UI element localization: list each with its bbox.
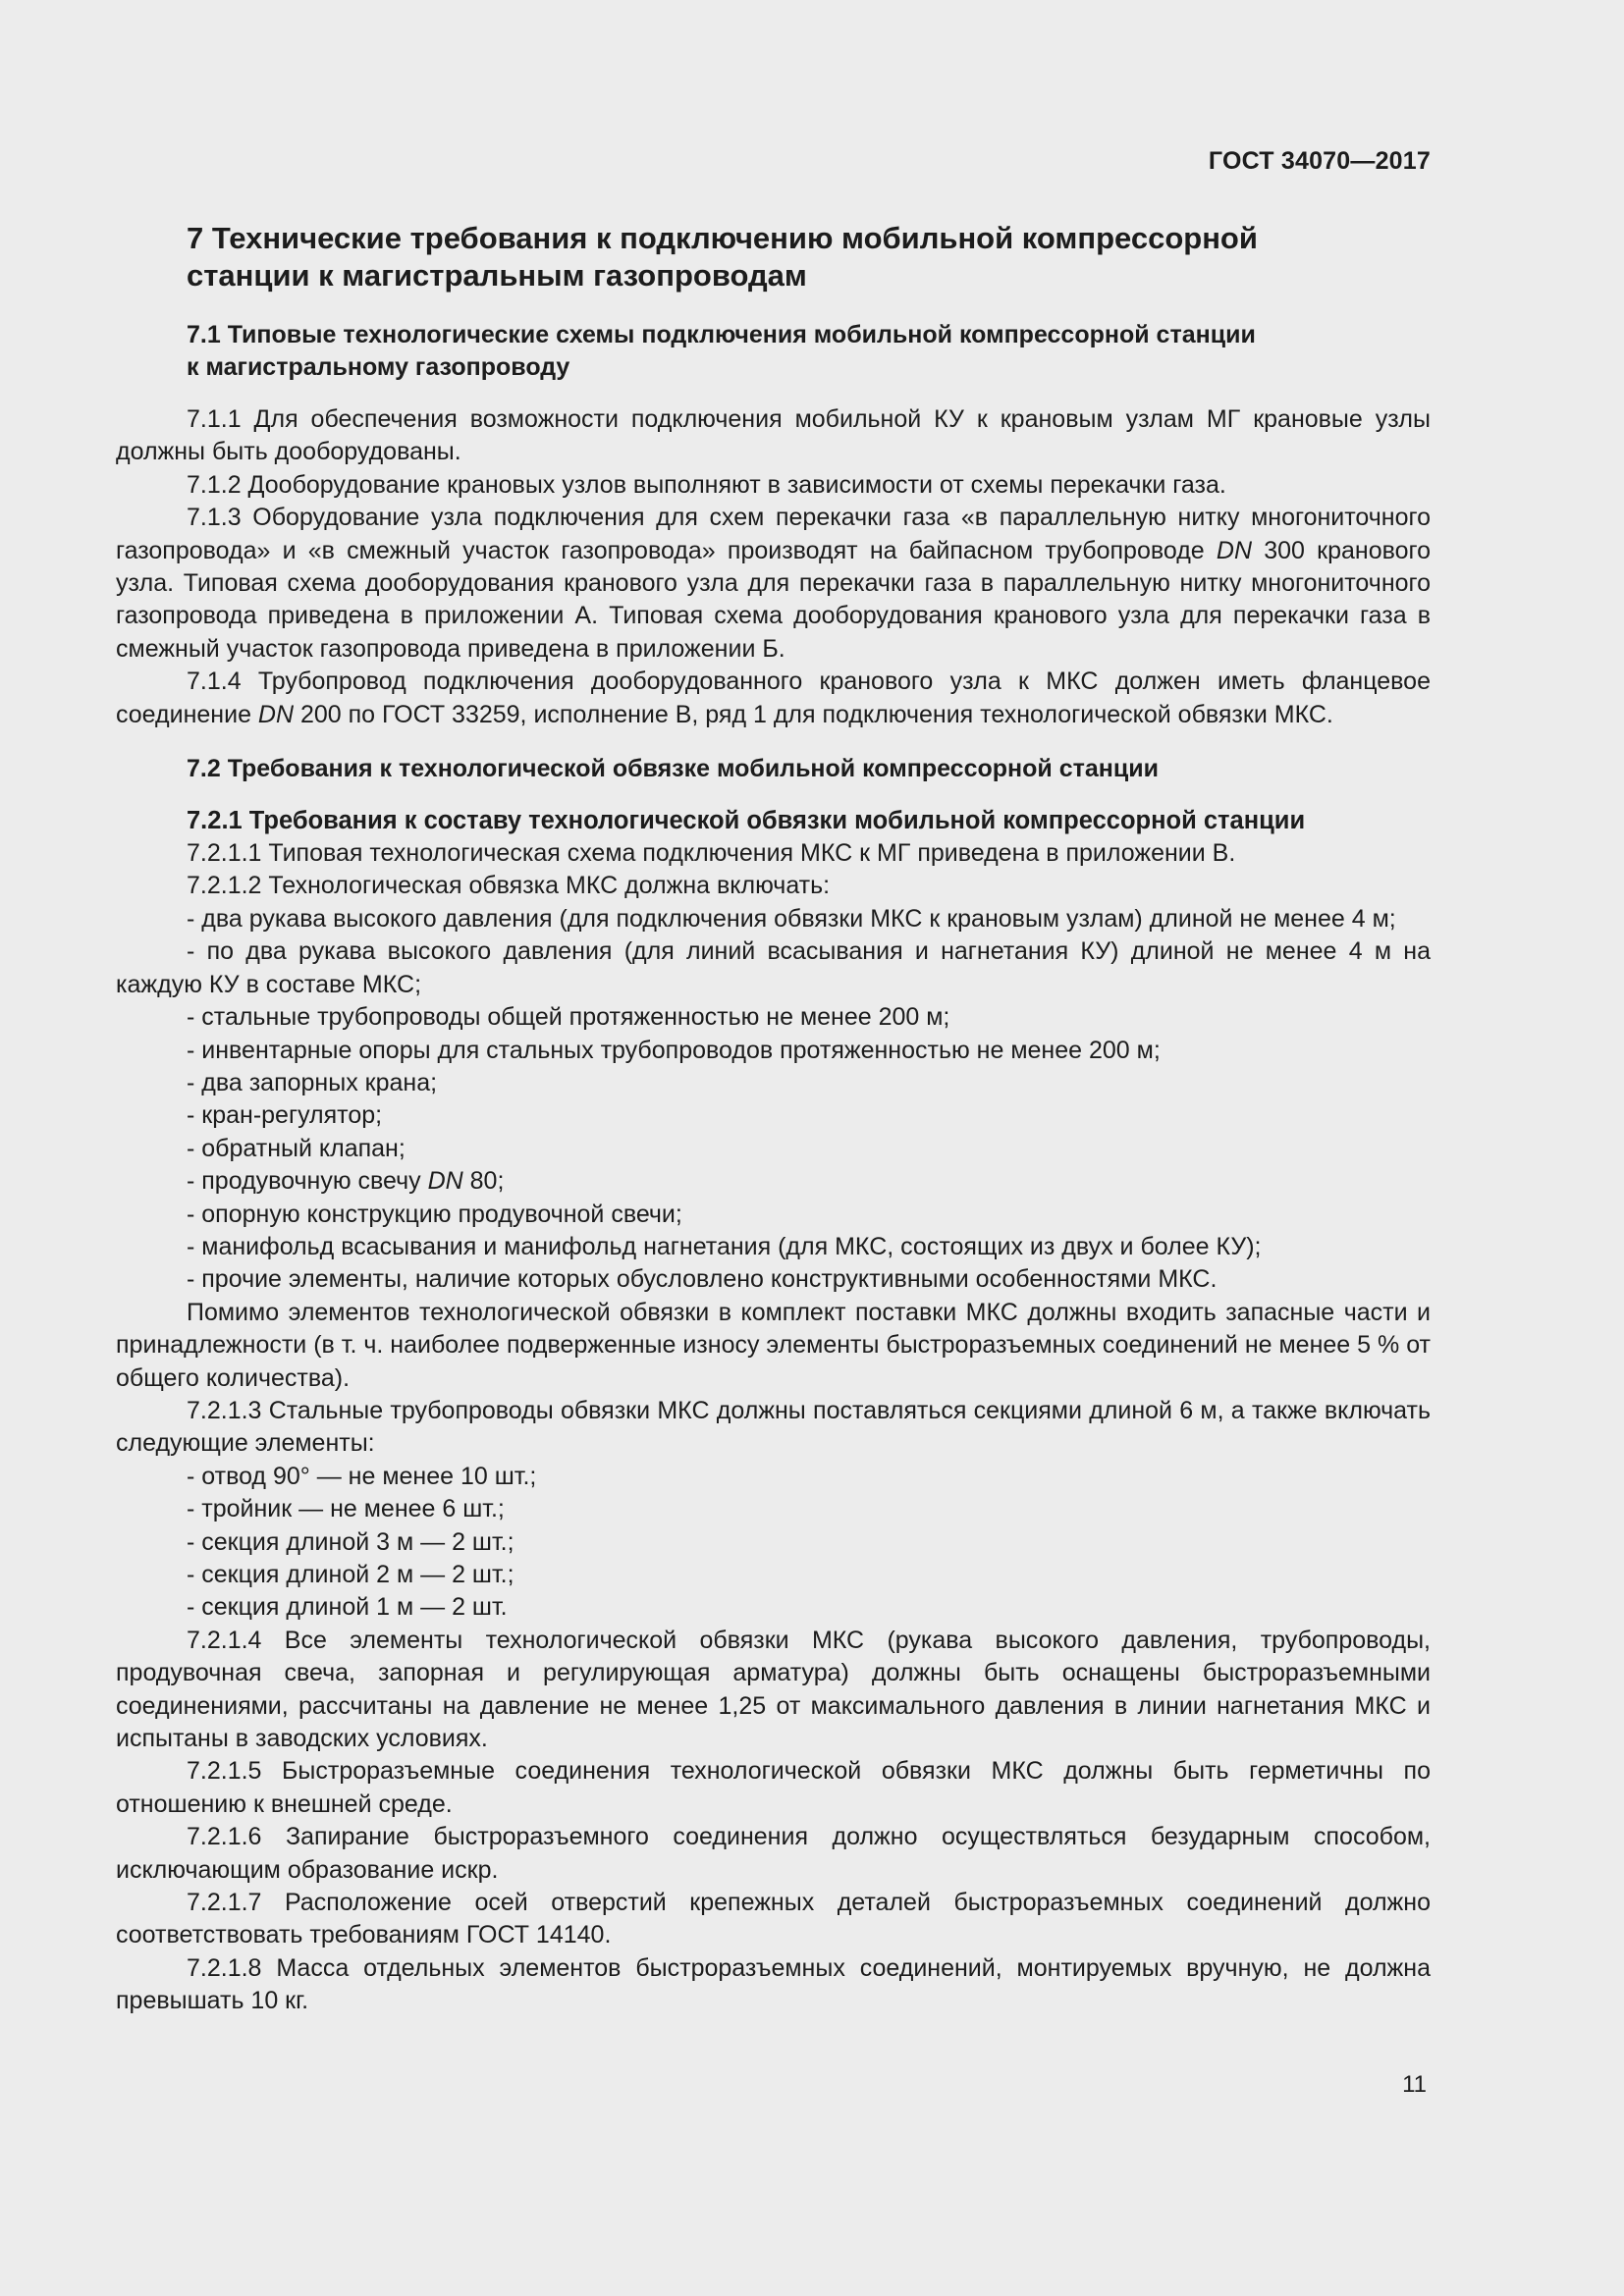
list-item: - тройник — не менее 6 шт.; — [187, 1495, 505, 1523]
page-number: 11 — [1402, 2071, 1427, 2098]
paragraph-7-1-3-part-b: 300 кранового узла. Типовая схема дооборудования кранового узла для перекачки газа в параллельную нитку многониточного газопровода приведена в приложении А. Типовая схема дооборудования кранового узла для перекачки газа в смежный участок газопровода приведена в приложении Б. — [116, 536, 1432, 663]
paragraph-7-1-3-dn: DN — [1216, 536, 1253, 564]
standard-header: ГОСТ 34070—2017 — [1208, 147, 1431, 175]
paragraph-7-1-4-part-a: 7.1.4 Трубопровод подключения дооборудованного кранового узла к МКС должен иметь фланцевое соединение — [116, 667, 1431, 728]
paragraph-7-2-1-2: 7.2.1.2 Технологическая обвязка МКС должна включать: — [187, 872, 831, 900]
paragraph-7-2-1-8: 7.2.1.8 Масса отдельных элементов быстроразъемных соединений, монтируемых вручную, не должна превышать 10 кг. — [116, 1953, 1431, 2015]
section-7-1-title-line-2: к магистральному газопроводу — [187, 353, 570, 381]
list-item: - два рукава высокого давления (для подключения обвязки МКС к крановым узлам) длиной не менее 4 м; — [187, 904, 1396, 933]
list-item-svecha-tail: 80; — [462, 1167, 505, 1196]
list-item: - обратный клапан; — [187, 1134, 406, 1162]
list-item: - секция длиной 3 м — 2 шт.; — [187, 1527, 514, 1556]
list-item: - секция длиной 1 м — 2 шт. — [187, 1593, 508, 1622]
chapter-title-line-1: 7 Технические требования к подключению мобильной компрессорной — [187, 221, 1258, 255]
list-item: - прочие элементы, наличие которых обусловлено конструктивными особенностями МКС. — [187, 1265, 1218, 1294]
paragraph-7-1-1: 7.1.1 Для обеспечения возможности подключения мобильной КУ к крановым узлам МГ крановые узлы должны быть дооборудованы. — [116, 405, 1431, 466]
list-item: - манифольд всасывания и манифольд нагнетания (для МКС, состоящих из двух и более КУ); — [187, 1232, 1262, 1260]
paragraph-7-1-2: 7.1.2 Дооборудование крановых узлов выполняют в зависимости от схемы перекачки газа. — [187, 470, 1226, 499]
list-item: - опорную конструкцию продувочной свечи; — [187, 1200, 682, 1228]
paragraph-7-1-3 — [116, 502, 1431, 666]
paragraph-7-1-3-part-a: 7.1.3 Оборудование узла подключения для схем перекачки газа «в параллельную нитку многониточного газопровода» и «в смежный участок газопровода» производят на байпасном трубопроводе — [116, 504, 1431, 564]
paragraph-7-2-1-3: 7.2.1.3 Стальные трубопроводы обвязки МКС должны поставляться секциями длиной 6 м, а также включать следующие элементы: — [116, 1396, 1431, 1458]
list-item: - по два рукава высокого давления (для линий всасывания и нагнетания КУ) длиной не менее 4 м на каждую КУ в составе МКС; — [116, 937, 1431, 998]
section-7-1-title-line-1: 7.1 Типовые технологические схемы подключения мобильной компрессорной станции — [187, 321, 1256, 348]
paragraph-spare-parts: Помимо элементов технологической обвязки в комплект поставки МКС должны входить запасные части и принадлежности (в т. ч. наиболее подверженные износу элементы быстроразъемных соединений не менее 5 % от общего количества). — [116, 1298, 1431, 1392]
list-item: - отвод 90° — не менее 10 шт.; — [187, 1462, 537, 1490]
paragraph-7-1-4 — [116, 666, 1431, 731]
paragraph-7-1-4-dn: DN — [257, 700, 295, 728]
list-item: - стальные трубопроводы общей протяженностью не менее 200 м; — [187, 1003, 950, 1032]
list-item-svecha — [116, 1165, 1431, 1198]
chapter-title — [116, 220, 1431, 294]
paragraph-7-1-4-part-b: 200 по ГОСТ 33259, исполнение В, ряд 1 для подключения технологической обвязки МКС. — [294, 700, 1333, 728]
paragraph-7-2-1-5: 7.2.1.5 Быстроразъемные соединения технологической обвязки МКС должны быть герметичны по отношению к внешней среде. — [116, 1757, 1431, 1818]
document-body — [116, 220, 1431, 2018]
section-7-1-title — [116, 319, 1431, 384]
paragraph-7-2-1-6: 7.2.1.6 Запирание быстроразъемного соединения должно осуществляться безударным способом, исключающим образование искр. — [116, 1823, 1431, 1884]
list-item-svecha-text: - продувочную свечу — [187, 1167, 428, 1196]
paragraph-7-2-1-1: 7.2.1.1 Типовая технологическая схема подключения МКС к МГ приведена в приложении В. — [187, 839, 1236, 868]
list-item: - два запорных крана; — [187, 1068, 438, 1096]
subsection-7-2-1-title: 7.2.1 Требования к составу технологической обвязки мобильной компрессорной станции — [187, 807, 1306, 835]
list-item-svecha-dn: DN — [427, 1167, 463, 1196]
list-item: - инвентарные опоры для стальных трубопроводов протяженностью не менее 200 м; — [187, 1036, 1161, 1064]
list-item: - секция длиной 2 м — 2 шт.; — [187, 1561, 514, 1588]
section-7-2-title: 7.2 Требования к технологической обвязке мобильной компрессорной станции — [187, 755, 1159, 783]
list-item: - кран-регулятор; — [187, 1101, 383, 1130]
paragraph-7-2-1-4: 7.2.1.4 Все элементы технологической обвязки МКС (рукава высокого давления, трубопроводы, продувочная свеча, запорная и регулирующая арматура) должны быть оснащены быстроразъемными соединениями, рассчитаны на давление не менее 1,25 от максимального давления в линии нагнетания МКС и испытаны в заводских условиях. — [116, 1626, 1431, 1753]
paragraph-7-2-1-7: 7.2.1.7 Расположение осей отверстий крепежных деталей быстроразъемных соединений должно соответствовать требованиям ГОСТ 14140. — [116, 1889, 1431, 1949]
chapter-title-line-2: станции к магистральным газопроводам — [187, 258, 807, 293]
